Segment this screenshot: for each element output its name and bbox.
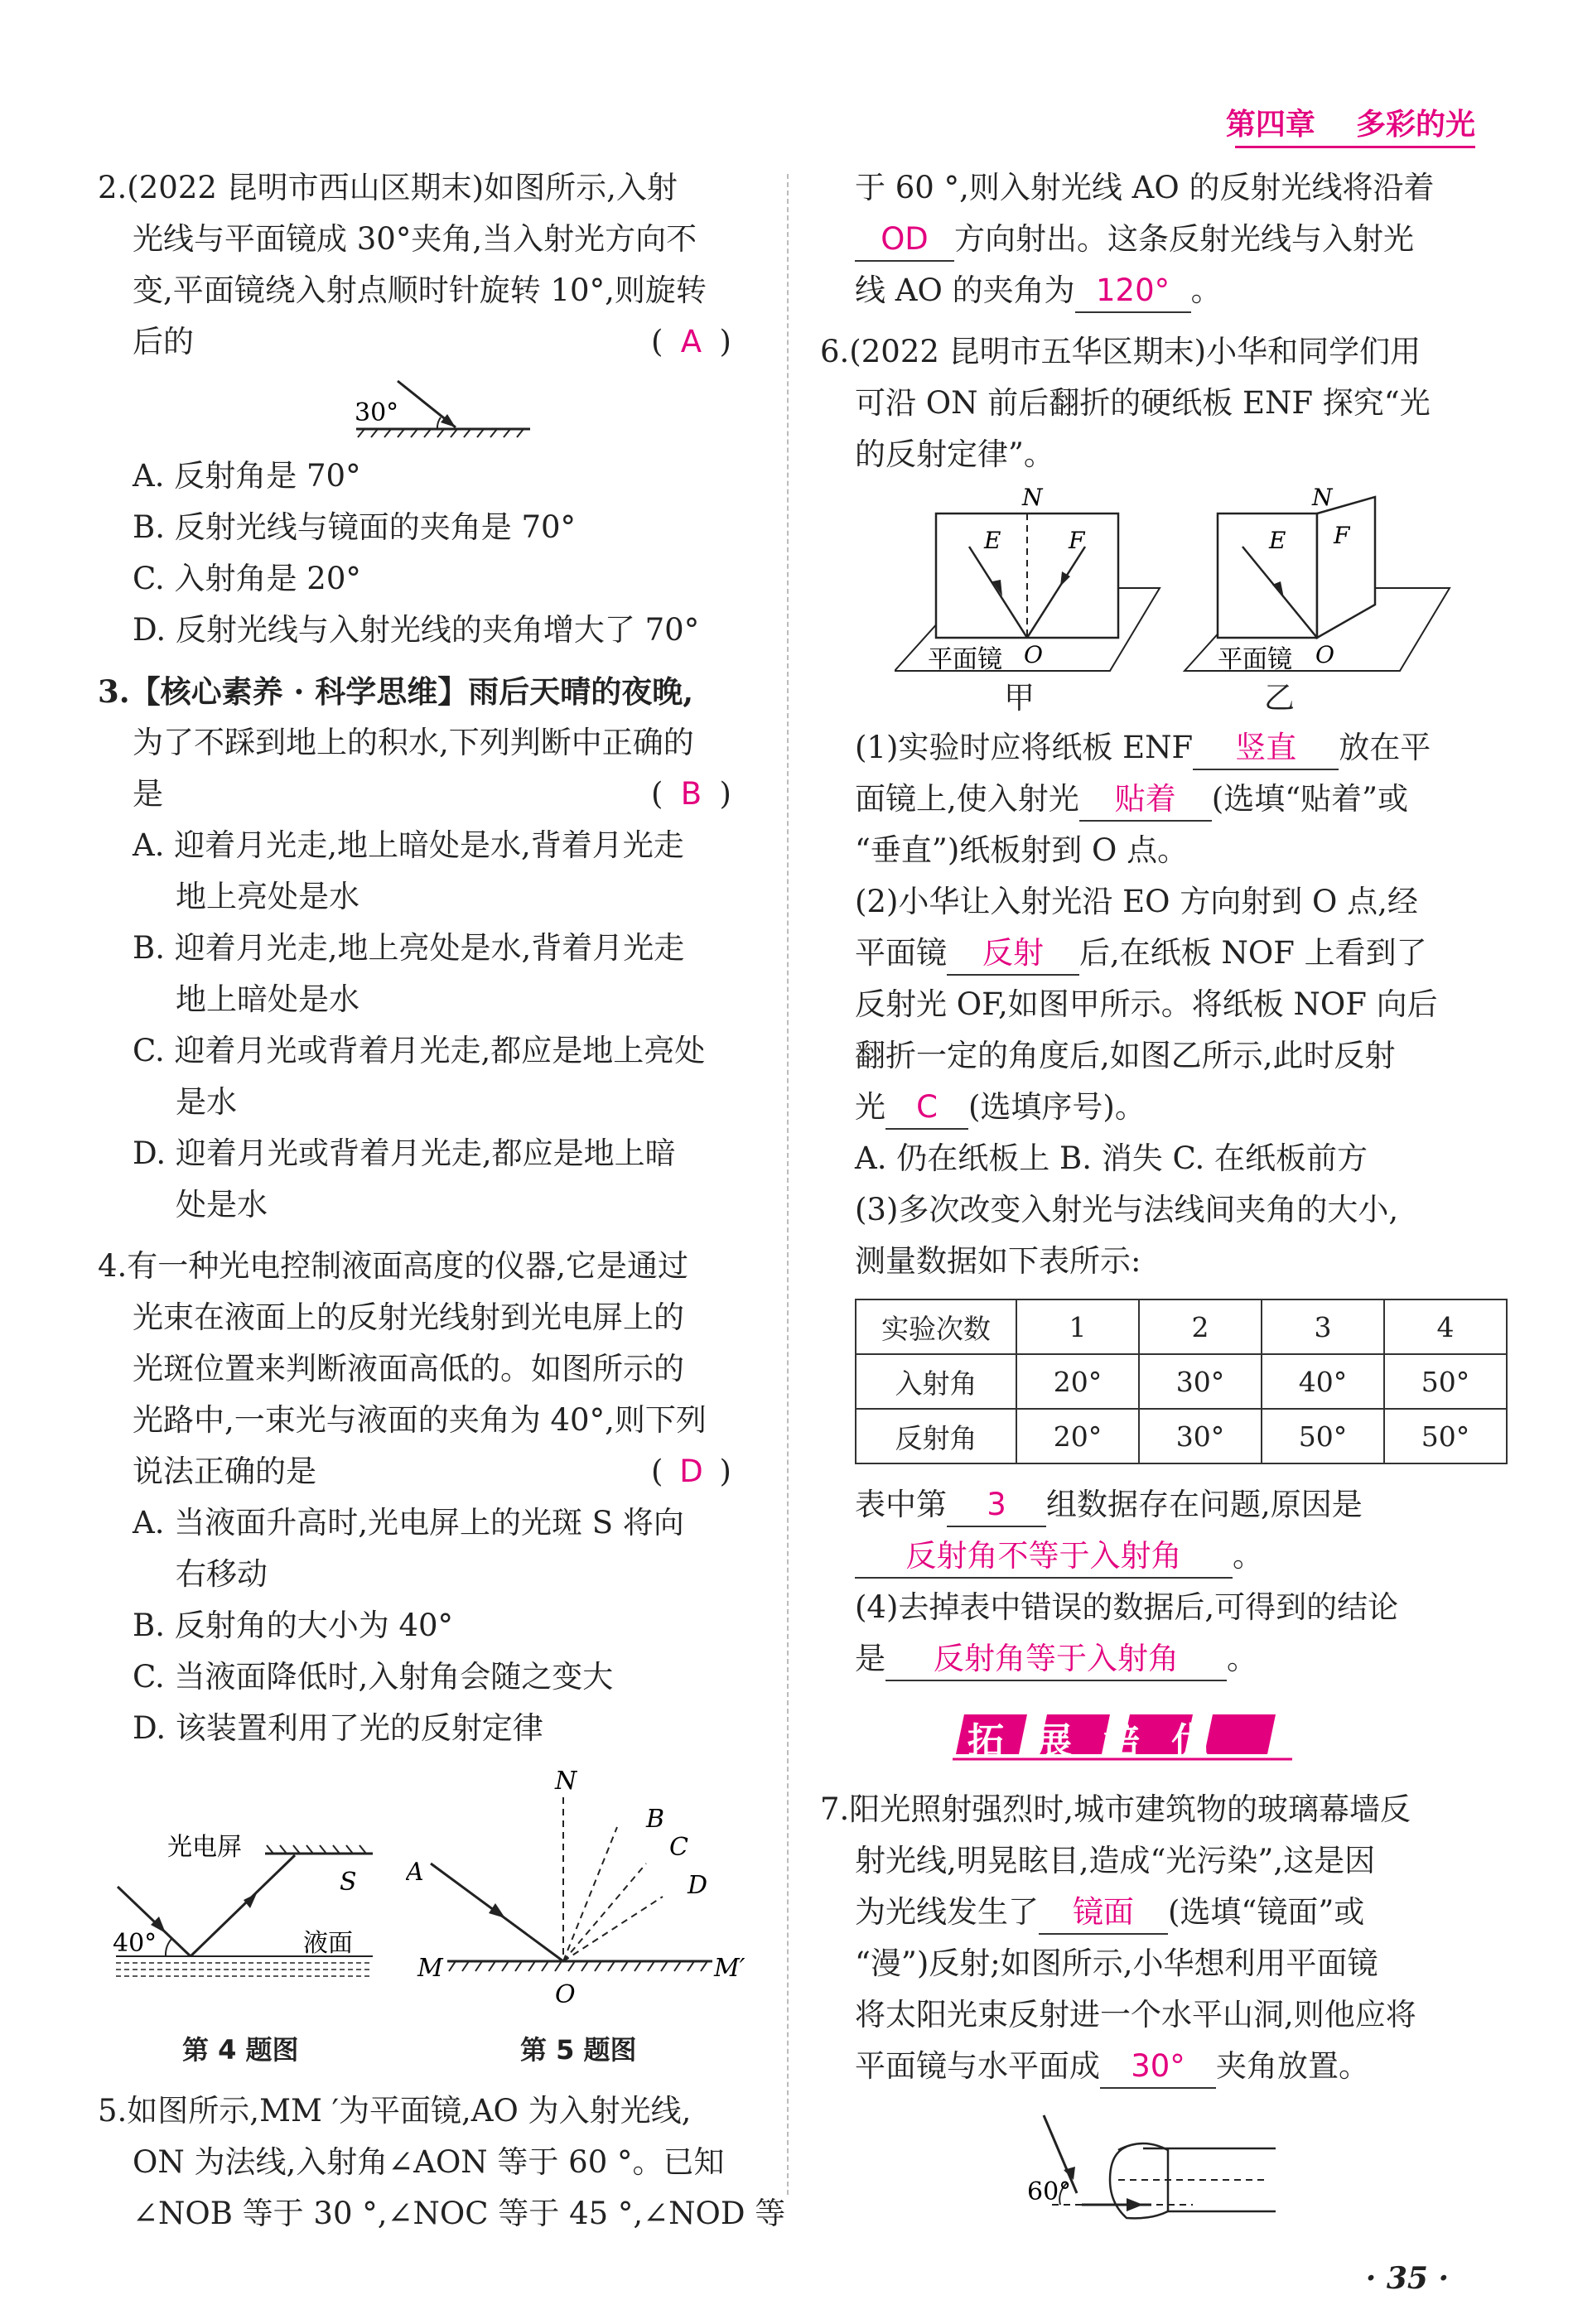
q7-line-2: 射光线,明晃眩目,造成“光污染”,这是因	[855, 1843, 1376, 1878]
q6-p12	[855, 1479, 1363, 1531]
table-cell: 30°	[1139, 1409, 1262, 1463]
q4-line-2: 光束在液面上的反射光线射到光电屏上的	[133, 1299, 684, 1335]
q4-option-a-1: A. 当液面升高时,光电屏上的光斑 S 将向	[133, 1505, 684, 1540]
q7-answer-1: 镜面	[1039, 1892, 1168, 1935]
q4-option-c: C. 当液面降低时,入射角会随之变大	[133, 1659, 614, 1695]
q6-answer-3: 反射	[947, 933, 1079, 976]
q5-right-line-2-text: 方向射出。这条反射光线与入射光	[954, 221, 1414, 257]
q7-figure-angle-label: 60°	[1027, 2177, 1072, 2206]
q6-p2-pre: 面镜上,使入射光	[855, 781, 1079, 817]
q5-figure-a: A	[406, 1858, 424, 1887]
q6-answer-1: 竖直	[1193, 727, 1339, 770]
q5-figure-c: C	[669, 1833, 688, 1862]
q7-line-1: 7.阳光照射强烈时,城市建筑物的玻璃幕墙反	[820, 1791, 1411, 1827]
q3-option-d-2: 处是水	[176, 1187, 268, 1222]
q3-answer: B	[680, 776, 702, 812]
table-cell: 20°	[1016, 1409, 1139, 1463]
q6-p1-pre: (1)实验时应将纸板 ENF	[855, 730, 1194, 765]
page-number: · 35 ·	[1365, 2261, 1449, 2296]
q3-line-2: 为了不踩到地上的积水,下列判断中正确的	[133, 725, 694, 760]
table-cell: 50°	[1262, 1409, 1384, 1463]
q4-figure	[108, 1830, 381, 2021]
q2-option-d: D. 反射光线与入射光线的夹角增大了 70°	[133, 612, 700, 648]
q3-option-a-1: A. 迎着月光走,地上暗处是水,背着月光走	[133, 827, 684, 863]
q5-right-line-3	[855, 265, 1222, 316]
table-cell: 50°	[1384, 1409, 1507, 1463]
q7-line-3-pre: 为光线发生了	[855, 1894, 1039, 1930]
q6-jia-e: E	[984, 527, 1001, 554]
q2-line-1: 2.(2022 昆明市西山区期末)如图所示,入射	[98, 170, 678, 205]
table-row	[856, 1354, 1507, 1409]
q6-yi-mirror: 平面镜	[1218, 645, 1292, 674]
q5-right-line-2	[855, 214, 1414, 265]
q6-figure-yi	[1185, 484, 1450, 674]
q7-line-6	[855, 2041, 1369, 2092]
q2-line-2: 光线与平面镜成 30°夹角,当入射光方向不	[133, 221, 697, 257]
q2-option-a: A. 反射角是 70°	[133, 458, 361, 494]
q6-yi-n: N	[1312, 484, 1333, 511]
q6-p15	[855, 1633, 1257, 1685]
q6-p5-post: 后,在纸板 NOF 上看到了	[1079, 935, 1427, 971]
q5-figure-b: B	[646, 1805, 665, 1834]
q4-line-4: 光路中,一束光与液面的夹角为 40°,则下列	[133, 1402, 707, 1438]
q6-line-2: 可沿 ON 前后翻折的硬纸板 ENF 探究“光	[855, 385, 1431, 421]
q3-answer-bracket: ( B )	[651, 769, 731, 820]
q3-option-c-1: C. 迎着月光或背着月光走,都应是地上亮处	[133, 1033, 706, 1068]
q4-figure-screen-label: 光电屏	[167, 1833, 242, 1862]
q2-line-3: 变,平面镜绕入射点顺时针旋转 10°,则旋转	[133, 272, 707, 308]
q6-figure	[895, 480, 1483, 704]
q4-figure-caption: 第 4 题图	[182, 2034, 299, 2066]
q6-p15-post: 。	[1227, 1641, 1257, 1676]
q6-jia-n: N	[1022, 484, 1043, 511]
q5-figure-m: M	[417, 1954, 443, 1983]
q5-answer-2: 120°	[1075, 270, 1191, 313]
q4-figure-s-label: S	[340, 1868, 357, 1897]
q6-answer-4: C	[885, 1087, 968, 1130]
q6-yi-o: O	[1315, 641, 1334, 668]
q2-answer: A	[680, 324, 702, 359]
q5-figure	[406, 1764, 754, 2021]
q3-option-b-2: 地上暗处是水	[176, 981, 359, 1017]
q6-p12-post: 组数据存在问题,原因是	[1046, 1487, 1363, 1522]
q6-answer-5: 3	[947, 1484, 1046, 1527]
q2-option-b: B. 反射光线与镜面的夹角是 70°	[133, 509, 577, 545]
chapter-number: 第四章	[1225, 108, 1315, 142]
q5-line-1: 5.如图所示,MM ′为平面镜,AO 为入射光线,	[98, 2093, 692, 2129]
q6-p8-post: (选填序号)。	[968, 1089, 1146, 1125]
q3-option-c-2: 是水	[176, 1084, 237, 1120]
chapter-header	[1226, 101, 1475, 143]
q6-jia-mirror: 平面镜	[928, 645, 1002, 674]
q7-line-6-post: 夹角放置。	[1216, 2048, 1369, 2084]
q5-figure-d: D	[688, 1871, 708, 1900]
q6-p13	[855, 1531, 1263, 1582]
q6-line-3: 的反射定律”。	[855, 436, 1054, 472]
table-cell: 30°	[1139, 1354, 1262, 1409]
q3-line-3: 是	[133, 776, 163, 812]
table-cell: 40°	[1262, 1354, 1384, 1409]
q5-figure-o: O	[555, 1980, 576, 2009]
q6-p1-post: 放在平	[1339, 730, 1431, 765]
q6-p13-post: 。	[1233, 1538, 1263, 1574]
table-cell: 反射角	[856, 1409, 1016, 1463]
q2-line-4: 后的	[133, 324, 194, 359]
q5-line-2: ON 为法线,入射角∠AON 等于 60 °。已知	[133, 2144, 725, 2180]
q7-line-4: “漫”)反射;如图所示,小华想利用平面镜	[855, 1946, 1378, 1981]
q2-option-c: C. 入射角是 20°	[133, 561, 361, 596]
q6-p3: “垂直”)纸板射到 O 点。	[855, 832, 1189, 868]
q6-answer-2: 贴着	[1079, 779, 1212, 822]
q6-p12-pre: 表中第	[855, 1487, 947, 1522]
section-banner-title: 拓展培优	[967, 1720, 1239, 1762]
q3-option-d-1: D. 迎着月光或背着月光走,都应是地上暗	[133, 1135, 676, 1171]
q4-option-b: B. 反射角的大小为 40°	[133, 1608, 454, 1643]
q4-figure-angle-label: 40°	[113, 1929, 157, 1958]
q6-answer-7: 反射角等于入射角	[885, 1638, 1227, 1681]
q4-line-3: 光斑位置来判断液面高低的。如图所示的	[133, 1351, 684, 1386]
q5-right-line-1: 于 60 °,则入射光线 AO 的反射光线将沿着	[855, 170, 1435, 205]
table-row-header	[856, 1299, 1507, 1354]
q4-answer: D	[679, 1454, 703, 1489]
q2-answer-bracket: ( A )	[651, 316, 731, 368]
table-cell: 1	[1016, 1299, 1139, 1354]
q6-figure-jia-caption: 甲	[1004, 680, 1035, 716]
q5-answer-1: OD	[855, 219, 954, 262]
column-divider	[787, 174, 789, 2195]
table-cell: 2	[1139, 1299, 1262, 1354]
q6-p9: A. 仍在纸板上 B. 消失 C. 在纸板前方	[855, 1140, 1368, 1176]
q6-p7: 翻折一定的角度后,如图乙所示,此时反射	[855, 1038, 1396, 1073]
q6-p8-pre: 光	[855, 1089, 885, 1125]
q6-figure-yi-caption: 乙	[1264, 680, 1295, 716]
q6-p11: 测量数据如下表所示:	[855, 1243, 1141, 1279]
q4-answer-bracket: ( D )	[651, 1446, 731, 1497]
q2-figure-angle-label: 30°	[355, 398, 399, 427]
q6-p14: (4)去掉表中错误的数据后,可得到的结论	[855, 1589, 1399, 1625]
table-cell: 入射角	[856, 1354, 1016, 1409]
q5-right-line-3-end: 。	[1190, 272, 1222, 308]
q3-line-1: 3.【核心素养 · 科学思维】雨后天晴的夜晚,	[98, 673, 694, 710]
q4-figure-liquid-label: 液面	[303, 1929, 353, 1958]
q6-yi-e: E	[1269, 527, 1286, 554]
q6-p6: 反射光 OF,如图甲所示。将纸板 NOF 向后	[855, 986, 1438, 1022]
q3-option-a-2: 地上亮处是水	[176, 879, 359, 914]
q6-data-table	[855, 1299, 1508, 1464]
table-row	[856, 1409, 1507, 1463]
q6-p1	[855, 722, 1431, 774]
q7-answer-2: 30°	[1100, 2046, 1216, 2089]
q6-answer-6: 反射角不等于入射角	[855, 1536, 1233, 1579]
chapter-title: 多彩的光	[1355, 108, 1475, 142]
q3-option-b-1: B. 迎着月光走,地上亮处是水,背着月光走	[133, 930, 685, 966]
q6-p2-post: (选填“贴着”或	[1211, 781, 1409, 817]
q4-option-d: D. 该装置利用了光的反射定律	[133, 1710, 543, 1746]
q4-option-a-2: 右移动	[176, 1556, 268, 1592]
q6-p5	[855, 928, 1427, 979]
q6-p4: (2)小华让入射光沿 EO 方向射到 O 点,经	[855, 884, 1418, 919]
table-cell: 实验次数	[856, 1299, 1016, 1354]
header-underline	[1235, 146, 1475, 148]
q7-line-6-pre: 平面镜与水平面成	[855, 2048, 1100, 2084]
q6-p5-pre: 平面镜	[855, 935, 947, 971]
q6-figure-jia	[895, 484, 1160, 674]
table-cell: 3	[1262, 1299, 1384, 1354]
q6-p8	[855, 1082, 1146, 1133]
q5-figure-m-prime: M′	[714, 1954, 745, 1983]
q6-p15-pre: 是	[855, 1641, 885, 1676]
q7-line-5: 将太阳光束反射进一个水平山洞,则他应将	[855, 1997, 1416, 2032]
q5-right-line-3-text: 线 AO 的夹角为	[855, 272, 1075, 308]
table-cell: 4	[1384, 1299, 1507, 1354]
q6-jia-o: O	[1024, 641, 1043, 668]
q5-figure-n: N	[555, 1767, 577, 1796]
q6-p10: (3)多次改变入射光与法线间夹角的大小,	[855, 1192, 1399, 1227]
q5-figure-caption: 第 5 题图	[520, 2034, 637, 2066]
q7-line-3-post: (选填“镜面”或	[1168, 1894, 1365, 1930]
q6-line-1: 6.(2022 昆明市五华区期末)小华和同学们用	[820, 334, 1421, 369]
q6-jia-f: F	[1069, 527, 1085, 554]
q4-line-1: 4.有一种光电控制液面高度的仪器,它是通过	[98, 1248, 689, 1284]
q5-line-3: ∠NOB 等于 30 °,∠NOC 等于 45 °,∠NOD 等	[133, 2196, 786, 2231]
table-cell: 20°	[1016, 1354, 1139, 1409]
q6-p2	[855, 774, 1408, 825]
table-cell: 50°	[1384, 1354, 1507, 1409]
q4-line-5: 说法正确的是	[133, 1454, 316, 1489]
q7-line-3	[855, 1887, 1364, 1938]
q2-figure	[348, 371, 538, 446]
q7-figure	[1027, 2104, 1292, 2228]
q6-yi-f: F	[1334, 522, 1350, 549]
